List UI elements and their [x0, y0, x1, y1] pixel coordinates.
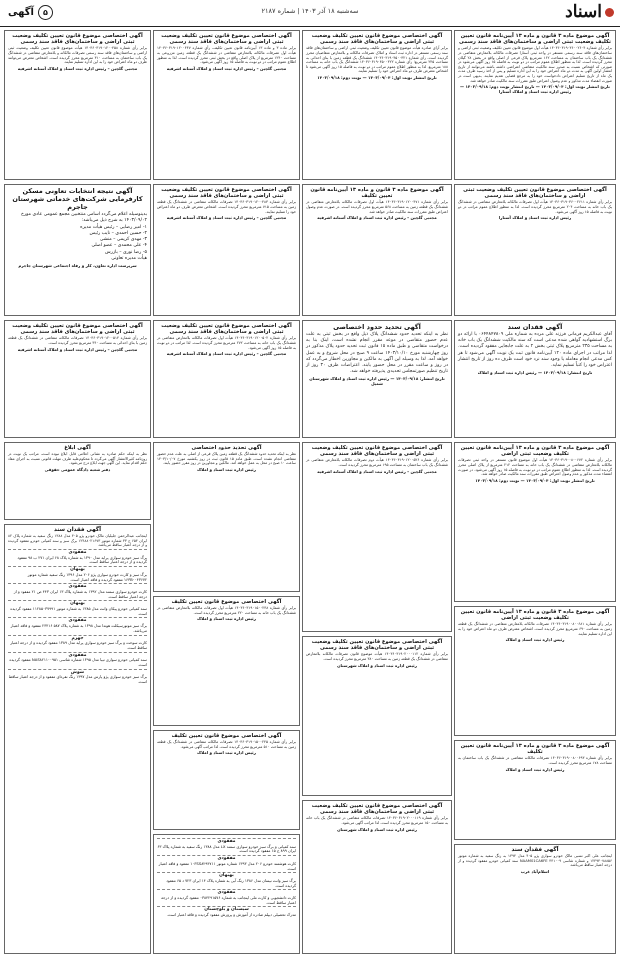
item-title: مفقودی: [68, 549, 87, 555]
ad-a1: [454, 30, 616, 180]
item-title: شوش: [70, 669, 85, 675]
ad-title: آگهی موضوع ماده ۳ قانون و ماده ۱۳ آیین‌نامه قانون تعیین تکلیف: [310, 187, 444, 200]
ad-signature: مجتبی گلچین – رئیس اداره ثبت اسناد و املاک آستانه اشرفیه: [166, 351, 287, 357]
ad-signature: مجتبی گلچین – رئیس اداره ثبت اسناد و املاک آستانه اشرفیه: [17, 346, 138, 352]
ad-signature: تاریخ انتشار: ۱۴۰۳/۰۹/۱۸ — رئیس اداره ثبت اسناد و املاک: [477, 370, 593, 376]
list-item: [8, 617, 147, 633]
ad-body: برابر رأی شماره ۱۴۰۳۶۰۳۱۹۰۰۸۰۰۶۸۱ تصرفات مالکانه بلامعارض متقاضی در ششدانگ یک قطعه زمین به مساحت ۶۹۰ مترمربع محرز گردیده است. اشخاص معترض ظرف دو ماه اعتراض خود را به این اداره تسلیم نمایند.: [458, 622, 613, 636]
ad-a12: [302, 442, 452, 632]
ad-title: آگهی موضوع ماده ۳ قانون و ماده ۱۳ آیین‌نامه قانون تعیین تکلیف وضعیت ثبتی اراضی: [460, 609, 610, 622]
list-item: [8, 652, 147, 668]
ad-body: نظر به اینکه تحدید حدود ششدانگ پلاک ذیل واقع در بخش ثبتی به علت عدم حضور متقاضی در موعد مقرر انجام نشده است، اینک بنا به درخواست متقاضی و طبق ماده ۱۵ قانون ثبت تحدید حدود پلاک مذکور در روز چهارشنبه مورخ ۱۴۰۳/۱۰/۱۰ ساعت ۹ صبح در محل شروع و به عمل خواهد آمد. لذا به وسیله این آگهی به مالکین و مجاورین اخطار می‌گردد که در روز و ساعت مقرر در محل حضور یابند. اعتراضات ظرف ۳۰ روز از تاریخ تنظیم صورتمجلس تحدیدی پذیرفته خواهد شد.: [306, 332, 449, 375]
ad-body: آقای عبدالکریم فرمانی فرزند علی مرده به شماره ملی ۰۶۴۴۸۴۷۸۰۹ با ارائه دو برگ استشهادیه گواهی شده مدعی است که سند مالکیت ششدانگ یک باب خانه به مساحت ۲۳۵ مترمربع پلاک ثبتی بخش ۲ به علت جابجایی مفقود گردیده است. لذا مراتب در اجرای ماده ۱۲۰ آیین‌نامه قانون ثبت یک نوبت آگهی می‌شود تا هر کس مدعی انجام معامله یا وجود سند نزد خود است ظرف ده روز از تاریخ انتشار اعتراض خود را کتباً تسلیم نماید.: [458, 332, 612, 369]
ad-body: برابر رأی شماره ۱۴۰۳۶۰۳۱۹۰۱۲۰۰۴۸۳ تصرفات مالکانه متقاضی در ششدانگ یک قطعه زمین به مساحت ۷۱۵ مترمربع محرز گردیده است. اشخاص معترض ظرف دو ماه اعتراض خود را تسلیم نمایند.: [157, 200, 296, 214]
ad-title: آگهی ابلاغ: [64, 445, 91, 451]
item-body: مدرک تحصیلی دیپلم صادره از آموزش و پرورش مفقود گردیده و فاقد اعتبار است.: [166, 912, 296, 918]
ad-a2: [302, 30, 452, 180]
item-title: مفقودی: [68, 652, 87, 658]
ad-signature: رئیس اداره ثبت اسناد و املاک شهرستان: [337, 662, 417, 668]
list-item: [8, 566, 147, 582]
item-body: سند کمپانی خودرو پیکان وانت مدل ۱۳۸۵ به شماره موتور ۱۱۲۸۵۰۳۷۹۹۱ مفقود گردیده است.: [10, 606, 147, 616]
item-title: مفقودی: [217, 856, 236, 862]
ad-title: آگهی تحدید حدود اختصاصی: [191, 445, 262, 451]
ad-body: برابر رأی شماره ۱۴۰۳۶۰۳۱۹۰۱۲۰۰۵۰۲ هیأت اول تصرفات مالکانه بلامعارض متقاضی در ششدانگ یک باب خانه به مساحت ۲۷۲ مترمربع محرز گردیده است. لذا مراتب در دو نوبت به فاصله ۱۵ روز آگهی می‌شود.: [157, 336, 296, 350]
ad-body: برابر رأی شماره ۱۴۰۳۶۰۳۱۹۰۰۸۰۰۶۷۲ هیأت اول موضوع قانون مستقر در واحد ثبتی تصرفات مالکانه بلامعارض متقاضی در ششدانگ یک باب خانه به مساحت ۲۱۲ مترمربع از پلاک اصلی محرز گردیده است. لذا به منظور اطلاع عموم مراتب در دو نوبت به فاصله ۱۵ روز آگهی می‌شود. در صورت انقضاء مدت مذکور و عدم وصول اعتراض طبق مقررات سند مالکیت صادر خواهد شد.: [458, 458, 613, 477]
ad-body: برابر رأی شماره ۱۴۰۳۶۰۳۱۹۰۱۵۰۰۲۳۸ هیأت اول تصرفات مالکانه بلامعارض متقاضی در ششدانگ یک باب خانه به مساحت ۲۲۰ مترمربع محرز گردیده است.: [157, 606, 296, 615]
ad-signature: رئیس اداره ثبت اسناد و املاک: [505, 766, 565, 772]
ad-signature: رئیس اداره ثبت اسناد و املاک آستارا: [498, 215, 572, 221]
ad-body: برابر ماده ۳ و ماده ۱۳ آیین‌نامه قانون تعیین تکلیف، رأی شماره ۱۴۰۳۶۰۳۱۹۰۱۲۰۰۴۴۷ هیأت اول تصرفات مالکانه بلامعارض متقاضی در ششدانگ یک قطعه زمین مزروعی به مساحت ۱۲۴۰ مترمربع از پلاک اصلی واقع در بخش ثبتی محرز گردیده است. لذا به منظور اطلاع عموم مراتب در دو نوبت به فاصله ۱۵ روز آگهی می‌شود.: [157, 46, 296, 65]
ad-body: برابر رأی شماره ۱۴۰۳۶۰۳۱۹۰۳۶۰۰۲۶۱۱ هیأت اول تصرفات مالکانه بلامعارض متقاضی در ششدانگ یک باب خانه به مساحت ۲۰۴ مترمربع محرز گردیده است. لذا به منظور اطلاع عموم مراتب در دو نوبت به فاصله ۱۵ روز آگهی می‌شود.: [458, 200, 612, 214]
ad-a14-boundary: [302, 320, 452, 438]
ad-signature: تاریخ انتشار نوبت اول: ۱۴۰۳/۰۹/۰۴ — نوبت دوم: ۱۴۰۳/۰۹/۱۸: [317, 74, 437, 80]
logo-text: اسناد: [565, 2, 602, 22]
ad-signature: مجتبی گلچین – رئیس اداره ثبت اسناد و املاک آستانه اشرفیه: [317, 215, 437, 221]
list-item: بدینوسیله اعلام می‌گردد اسامی منتخبین مجمع عمومی عادی مورخ ۱۴۰۳/۰۹/۰۲ به شرح ذیل می‌باشد:: [20, 212, 147, 224]
ad-a4: [4, 30, 151, 180]
ad-title: آگهی موضوع ماده ۳ قانون و ماده ۱۳ آیین‌نامه قانون تعیین تکلیف وضعیت ثبتی اراضی: [460, 445, 610, 458]
ad-a21: [153, 442, 300, 592]
list-item: [8, 549, 147, 565]
list-item: ۵- رضا نوری – بازرس: [105, 249, 147, 255]
ad-title: آگهی نتیجه انتخابات تعاونی مسکن کارفرمایی شرکت‌های خدماتی شهرستان جاجرم: [12, 187, 143, 211]
ad-a6: [454, 184, 616, 316]
item-body: برگ سبز وانت نیسان مدل ۱۳۸۶ رنگ آبی به شماره پلاک ۱۴ ایران ۷۲۳ د ۶۵ مفقود گردیده است.: [166, 877, 296, 888]
ad-signature: تاریخ انتشار نوبت اول: ۱۴۰۳/۰۹/۰۴ — تاریخ انتشار نوبت دوم: ۱۴۰۳/۰۹/۱۸ — رئیس اداره ثبت اسناد و املاک آستارا: [460, 84, 610, 95]
ad-title: آگهی فقدان سند: [507, 323, 563, 331]
item-body: کارت سوخت و برگ سبز خودرو سواری پراید مدل ۱۳۸۹ مفقود گردیده و از درجه اعتبار ساقط است.: [10, 640, 147, 650]
list-item: [157, 855, 296, 871]
list-item: [8, 600, 147, 616]
item-title: مفقودی: [68, 618, 87, 624]
item-title: بهبهان: [219, 873, 234, 879]
ad-signature: رئیس اداره ثبت اسناد و املاک شهرستان: [337, 826, 417, 832]
ad-body: اینجانب عبدالرحمن جلیلیان مالک خودرو پژو ۴۰۵ مدل ۱۳۸۸ رنگ سفید به شماره پلاک ۸۲ ایران ۶۵۴ ج ۳۳ شماره موتور ۱۲۴۸۸۰۲۱۶۷۳ برگ سبز و سند کمپانی خودرو مفقود گردیده و از درجه اعتبار ساقط می‌باشد.: [8, 534, 147, 548]
item-body: برگ سبز موتورسیکلت هوندا مدل ۱۳۹۸ به شماره پلاک ۵۸۷ ۲۳۴۱۶ مفقود و فاقد اعتبار می‌باشد.: [10, 623, 147, 633]
ad-a22: [153, 596, 300, 726]
lost-column-2: [153, 834, 300, 954]
ad-body: برابر رأی شماره ۱۴۰۳۶۰۳۱۹۰۳۶۰۰۲۶۰۴ هیأت اول موضوع قانون تعیین تکلیف وضعیت ثبتی اراضی و ساختمان‌های فاقد سند رسمی مستقر در واحد ثبتی آستارا تصرفات مالکانه بلامعارض متقاضی در ششدانگ یک باب ساختمان به مساحت ۱۶۲ مترمربع پلاک فرعی از اصلی واقع در بخش ۲۸ گیلان محرز گردیده است. لذا به منظور اطلاع عموم مراتب در دو نوبت به فاصله ۱۵ روز آگهی می‌شود در صورتی که اشخاص نسبت به صدور سند مالکیت متقاضی اعتراضی داشته باشند می‌توانند از تاریخ انتشار اولین آگهی به مدت دو ماه اعتراض خود را به این اداره تسلیم و پس از اخذ رسید ظرف مدت یک ماه از تاریخ تسلیم اعتراض دادخواست خود را به مرجع قضایی تقدیم نمایند. بدیهی است در صورت انقضاء مدت مذکور و عدم وصول اعتراض طبق مقررات سند مالکیت صادر خواهد شد.: [458, 46, 612, 83]
section-label: [8, 5, 53, 20]
ad-title: آگهی اختصاصی موضوع قانون تعیین تکلیف وضعیت ثبتی اراضی و ساختمان‌های فاقد سند رسمی: [311, 33, 443, 46]
ad-title: آگهی اختصاصی موضوع قانون تعیین تکلیف وضعیت ثبتی اراضی و ساختمان‌های فاقد سند رسمی: [161, 33, 292, 46]
ad-signature: تاریخ انتشار نوبت اول: ۱۴۰۳/۰۹/۰۴ — نوبت دوم: ۱۴۰۳/۰۹/۱۸: [475, 477, 595, 483]
ad-title: آگهی اختصاصی موضوع قانون تعیین تکلیف: [171, 733, 282, 739]
ad-signature: اسلام‌آباد غرب: [520, 868, 550, 874]
ad-a23: [153, 730, 300, 830]
ad-title: آگهی موضوع ماده ۳ قانون و ماده ۱۳ آیین‌نامه قانون تعیین تکلیف: [460, 743, 610, 756]
ad-body: نظر به اینکه حکم صادره به نشانی اعلامی قابل ابلاغ نبوده است، مراتب یک نوبت در روزنامه کثیرالانتشار آگهی می‌گردد تا محکوم‌علیه ظرف مهلت قانونی نسبت به اجرای مفاد حکم اقدام نماید. این آگهی جهت ابلاغ درج می‌شود.: [8, 452, 147, 466]
item-title: بهبهان: [70, 567, 85, 573]
ad-a16: [302, 800, 452, 954]
ad-signature: رئیس اداره ثبت اسناد و املاک: [197, 750, 256, 756]
list-item: [157, 906, 296, 917]
ad-title: آگهی اختصاصی موضوع قانون تعیین تکلیف وضعیت ثبتی اراضی و ساختمان‌های فاقد سند رسمی: [161, 187, 292, 200]
ad-title: آگهی اختصاصی موضوع قانون تعیین تکلیف وضعیت ثبتی اراضی و ساختمان‌های فاقد سند رسمی: [161, 323, 292, 336]
item-body: سند کمپانی و برگ سبز خودرو سواری سمند LX مدل ۱۳۸۸ رنگ سفید به شماره پلاک ۶۳ ایران ۸۹۹ ج ۱۵ مفقود گردیده است.: [157, 843, 296, 854]
ad-body: برابر رأی شماره ۱۴۰۳۶۰۳۱۹۰۱۵۰۰۲۴۵ تصرفات مالکانه متقاضی در ششدانگ یک قطعه زمین به مساحت ۵۱۰ مترمربع محرز گردیده است. لذا مراتب آگهی می‌شود.: [157, 740, 296, 749]
ad-signature: دفتر شعبه دادگاه عمومی حقوقی: [44, 466, 111, 472]
list-item: ۳- مهدی کریمی – منشی: [99, 237, 147, 243]
ad-a18: [454, 606, 616, 736]
item-title: مفقودی: [217, 839, 236, 844]
ad-title: آگهی اختصاصی موضوع قانون تعیین تکلیف وضعیت ثبتی اراضی و ساختمان‌های فاقد سند رسمی: [12, 323, 143, 336]
ad-title: آگهی فقدان سند: [53, 527, 102, 533]
ad-body: برابر رأی شماره ۱۴۰۳۶۰۳۱۹۰۲۰۰۰۱۱۲ هیأت موضوع قانون تصرفات مالکانه بلامعارض متقاضی در ششدانگ یک قطعه زمین به مساحت ۳۸۰ مترمربع محرز گردیده است.: [306, 652, 448, 661]
item-body: کارت خودرو سواری سمند مدل ۱۳۹۲ به شماره پلاک ۱۳ ایران ۴۴۳ ص ۲۱ مفقود و از درجه اعتبار ساقط است.: [13, 588, 147, 599]
ad-title: آگهی اختصاصی موضوع قانون تعیین تکلیف وضعیت ثبتی اراضی و ساختمان‌های فاقد سند رسمی: [311, 639, 443, 652]
ad-body: نظر به اینکه تحدید حدود ششدانگ یک قطعه زمین پلاک فرعی از اصلی به علت عدم حضور متقاضی انجام نشده است، طبق ماده ۱۵ قانون ثبت در روز یکشنبه مورخ ۱۴۰۳/۱۰/۰۷ ساعت ۱۰ صبح در محل به عمل خواهد آمد. مالکین و مجاورین در روز مقرر حضور یابند.: [157, 452, 296, 466]
ad-signature: رئیس اداره ثبت اسناد و املاک: [505, 637, 565, 643]
ad-a17: [454, 442, 616, 602]
item-title: مفقودی: [68, 584, 87, 590]
ad-a5: [302, 184, 452, 316]
ad-title: آگهی تحدید حدود اختصاصی: [333, 323, 421, 331]
item-body: سند کمپانی خودرو سواری تیبا مدل ۱۳۹۵ شماره شاسی NAS۸۲۱۱۰۰۹۵۱ مفقود گردیده است.: [9, 657, 147, 668]
item-body: کارت دانشجویی و کارت ملی اینجانب به شماره ۰۳۸۴۲۹۱۵۷۶ مفقود گردیده و از درجه اعتبار ساقط است.: [161, 895, 296, 905]
election-list: [8, 212, 147, 262]
ad-a19: [454, 740, 616, 840]
list-item: هیأت مدیره تعاونی: [111, 256, 147, 262]
ad-a7: [153, 184, 300, 316]
list-item: ۲- حسین احمدی – نایب رئیس: [89, 230, 147, 236]
ad-a13-lost-deed: [454, 320, 616, 438]
ad-a9-election: [4, 184, 151, 316]
item-title: جهرم: [71, 635, 84, 641]
item-title: مفقودی: [217, 890, 236, 896]
ad-body: برابر رأی شماره ۱۴۰۳۶۰۳۱۹۰۱۲۰۰۵۱۴ تصرفات مالکانه متقاضی در ششدانگ یک قطعه زمین با بنای احداثی به مساحت ۴۴۰ مترمربع محرز گردیده است.: [8, 336, 147, 345]
ad-a15: [302, 636, 452, 796]
ad-title: آگهی اختصاصی موضوع قانون تعیین تکلیف وضعیت ثبتی اراضی و ساختمان‌های فاقد سند رسمی: [463, 187, 607, 200]
ad-body: اینجانب علی اکبر نسبی مالک خودرو سواری پژو ۴۰۵ مدل ۱۳۹۴ به رنگ سفید به شماره موتور ۱۲۴۹۴۰۷۸۸۵۶ و شماره شاسی NAAM01CA6FE ۴۴۱۰۰۹ سند کمپانی خودرو مفقود گردیده و از درجه اعتبار ساقط می‌باشد.: [458, 854, 613, 868]
list-item: [8, 635, 147, 651]
list-item: [157, 838, 296, 854]
list-item: ۴- علی محمدی – عضو اصلی: [91, 243, 147, 249]
ad-body: برابر رأی شماره ۱۴۰۳۶۰۳۱۹۰۱۲۰۰۴۷۱ هیأت اول تصرفات مالکانه بلامعارض متقاضی در ششدانگ یک قطعه زمین به مساحت ۵۶۸ مترمربع محرز گردیده است. در صورت عدم وصول اعتراض طبق مقررات سند مالکیت صادر خواهد شد.: [306, 200, 448, 214]
ad-body: برابر رأی شماره ۱۴۰۳۶۰۳۱۹۰۱۲۰۰۴۵۸ هیأت موضوع قانون تعیین تکلیف وضعیت ثبتی اراضی و ساختمان‌های فاقد سند رسمی تصرفات مالکانه و بلامعارض متقاضی در ششدانگ یک باب ساختمان به مساحت ۳۱۰ مترمربع محرز گردیده است. اشخاص معترض می‌توانند ظرف دو ماه اعتراض خود را به این اداره تسلیم نمایند.: [8, 46, 147, 65]
ad-body: برابر رأی شماره ۱۴۰۳۶۰۳۱۹۰۰۸۰۰۶۹۳ تصرفات مالکانه متقاضی در ششدانگ یک باب ساختمان به مساحت ۱۷۸ مترمربع محرز گردیده است.: [458, 756, 612, 765]
lost-column-1: [4, 524, 151, 954]
section-title: آگهی: [8, 7, 34, 18]
ad-body: برابر آرای صادره هیأت موضوع قانون تعیین تکلیف وضعیت ثبتی اراضی و ساختمان‌های فاقد سند رسمی مستقر در اداره ثبت اسناد و املاک تصرفات مالکانه و بلامعارض متقاضیان محرز گردیده است. رأی شماره ۱۴۰۳۶۰۳۱۹۰۴۵۰۰۳۲۱ ششدانگ یک قطعه زمین با بنای احداثی به مساحت ۲۴۵ مترمربع؛ رأی شماره ۱۴۰۳۶۰۳۱۹۰۴۵۰۰۳۲۲ ششدانگ یک باب خانه به مساحت ۱۸۸ مترمربع. لذا به منظور اطلاع عموم مراتب در دو نوبت به فاصله ۱۵ روز آگهی می‌شود تا اشخاص معترض ظرف دو ماه اعتراض خود را تسلیم نمایند.: [306, 46, 449, 74]
ad-signature: رئیس اداره ثبت اسناد و املاک: [197, 616, 256, 622]
ad-title: آگهی موضوع ماده ۳ قانون و ماده ۱۳ آیین‌نامه قانون تعیین تکلیف وضعیت ثبتی اراضی و ساختمان‌های فاقد سند رسمی: [459, 33, 611, 46]
list-item: [8, 669, 147, 685]
item-body: کارت هوشمند خودرو ۲۰۶ مدل ۱۳۹۳ شماره موتور ۱۰FSS۸۲۹۴۷۱۱ مفقود و فاقد اعتبار است.: [158, 860, 296, 871]
ad-a10: [153, 320, 300, 438]
ad-a11: [4, 320, 151, 438]
ad-signature: مجتبی گلچین – رئیس اداره ثبت اسناد و املاک آستانه اشرفیه: [17, 65, 138, 71]
ad-body: برابر رأی شماره ۱۴۰۳۶۰۳۱۹۰۱۲۰۰۵۲۶ هیأت دوم تصرفات مالکانه بلامعارض متقاضی در ششدانگ یک باب ساختمان به مساحت ۱۹۵ مترمربع محرز گردیده است.: [306, 458, 448, 467]
list-item: [8, 583, 147, 599]
ad-title: آگهی اختصاصی موضوع قانون تعیین تکلیف: [171, 599, 282, 605]
ad-title: آگهی فقدان سند: [511, 847, 559, 853]
ad-signature: مجتبی گلچین – رئیس اداره ثبت اسناد و املاک آستانه اشرفیه: [166, 215, 287, 221]
ad-signature: مجتبی گلچین – رئیس اداره ثبت اسناد و املاک آستانه اشرفیه: [166, 65, 287, 71]
list-item: [157, 889, 296, 905]
ad-a24: [4, 442, 151, 520]
ad-title: آگهی اختصاصی موضوع قانون تعیین تکلیف وضعیت ثبتی اراضی و ساختمان‌های فاقد سند رسمی: [311, 445, 443, 458]
item-body: برگ سبز خودرو سواری پراید مدل ۱۳۹۰ به شماره پلاک ۶۸ ایران ۲۷۱ ب ۹۸ مفقود گردیده و از درجه اعتبار ساقط است.: [17, 554, 147, 565]
ad-a3: [153, 30, 300, 180]
ad-signature: مجتبی گلچین – رئیس اداره ثبت اسناد و املاک آستانه اشرفیه: [317, 468, 437, 474]
item-title: بهبهان: [70, 601, 85, 607]
ad-title: آگهی اختصاصی موضوع قانون تعیین تکلیف وضعیت ثبتی اراضی و ساختمان‌های فاقد سند رسمی: [12, 33, 143, 46]
ad-signature: رئیس اداره ثبت اسناد و املاک: [197, 466, 256, 472]
ad-a20-lost: [454, 844, 616, 954]
item-body: برگ سبز و کارت خودرو سواری پژو ۲۰۶ مدل ۱۳۹۶ رنگ سفید شماره موتور ۱۶۳B۰۰۴۳۶۷۲ مفقود گردیده و فاقد اعتبار است.: [27, 571, 147, 582]
logo-dot-icon: [605, 8, 614, 17]
list-item: [157, 872, 296, 888]
ad-signature: تاریخ انتشار: ۱۴۰۳/۰۹/۱۸ — رئیس اداره ثبت اسناد و املاک شهرستان شمیل: [309, 376, 445, 387]
ad-body: برابر رأی شماره ۱۴۰۳۶۰۳۱۹۰۲۰۰۰۱۱۹ تصرفات مالکانه متقاضی در ششدانگ یک باب خانه به مساحت ۱۵۰ مترمربع محرز گردیده است. لذا مراتب آگهی می‌شود.: [306, 816, 448, 825]
ad-title: آگهی اختصاصی موضوع قانون تعیین تکلیف وضعیت ثبتی اراضی و ساختمان‌های فاقد سند رسمی: [311, 803, 443, 816]
issue-line: سه‌شنبه ۱۸ آذر ۱۴۰۳ | شماره ۲۱۸۷: [261, 7, 359, 15]
list-item: ۱- امیر رضایی – رئیس هیأت مدیره: [80, 224, 147, 230]
item-title: سیستان و بلوچستان: [204, 907, 249, 913]
item-body: برگ سبز خودرو سواری پژو پارس مدل ۱۳۹۷ رنگ نقره‌ای مفقود و از درجه اعتبار ساقط است.: [8, 674, 147, 685]
ad-signature: سرپرست اداره تعاون، کار و رفاه اجتماعی شهرستان جاجرم: [18, 263, 137, 269]
page-number: ۵: [38, 5, 53, 20]
page-header: [0, 0, 620, 27]
newspaper-logo: [565, 2, 614, 22]
